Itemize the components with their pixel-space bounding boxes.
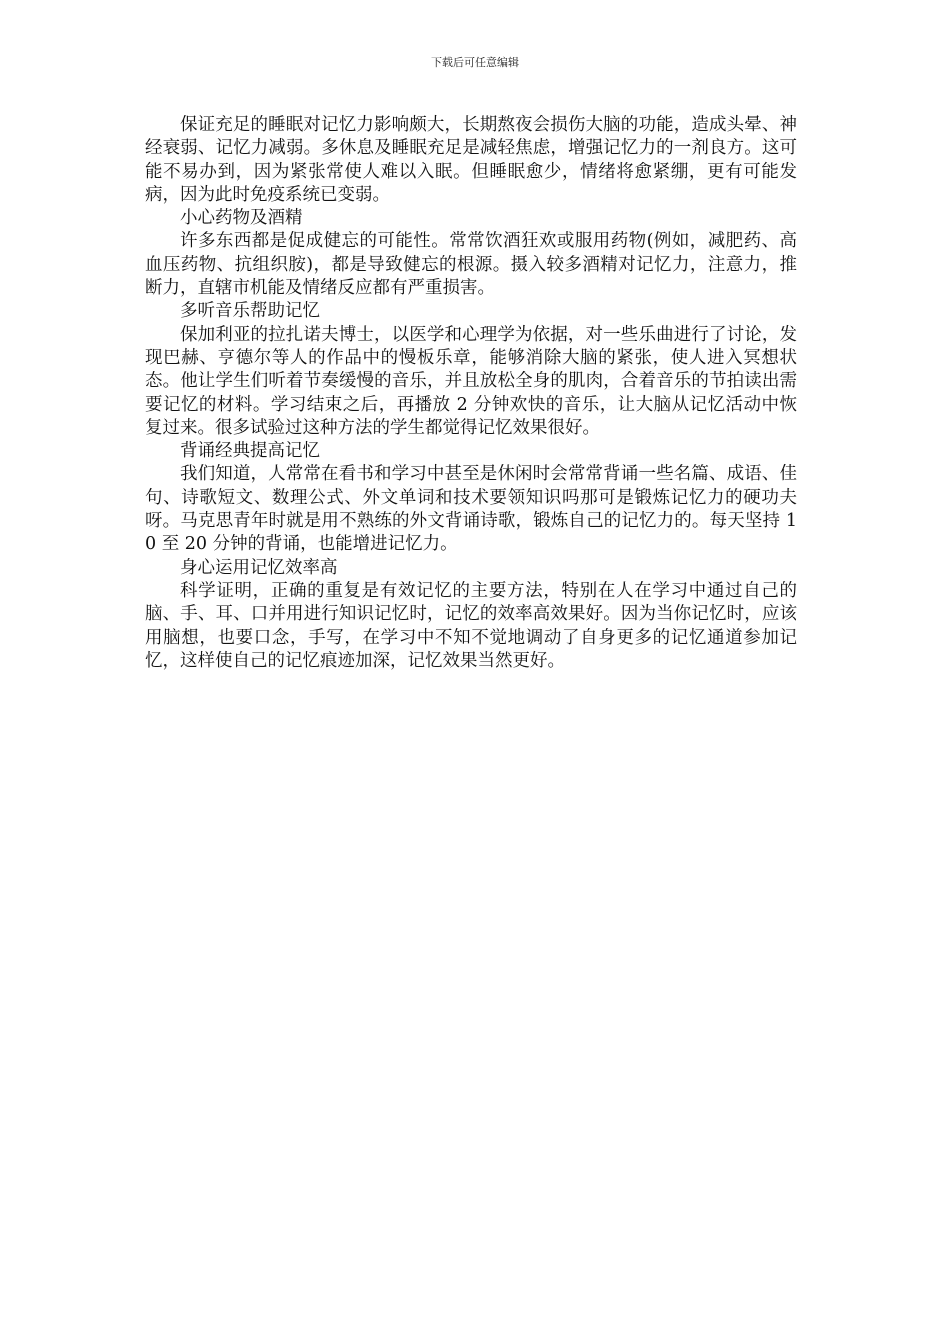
section-heading-body-mind: 身心运用记忆效率高 bbox=[180, 557, 338, 578]
section-heading-recitation: 背诵经典提高记忆 bbox=[180, 441, 320, 462]
paragraph-recitation: 我们知道，人常常在看书和学习中甚至是休闲时会常常背诵一些名篇、成语、佳句、诗歌短文、数理公式、外文单词和技术要领知识吗那可是锻炼记忆力的硬功夫呀。马克思青年时就是用不熟练的外文背诵诗歌，锻炼自己的记忆力的。每天坚持 10 至 20 分钟的背诵，也能增进记忆力。 bbox=[145, 464, 797, 555]
paragraph-medicine-alcohol: 许多东西都是促成健忘的可能性。常常饮酒狂欢或服用药物(例如，减肥药、高血压药物、抗组织胺)，都是导致健忘的根源。摄入较多酒精对记忆力，注意力，推断力，直辖市机能及情绪反应都有严重损害。 bbox=[145, 231, 797, 299]
paragraph-body-mind: 科学证明，正确的重复是有效记忆的主要方法，特别在人在学习中通过自己的脑、手、耳、口并用进行知识记忆时，记忆的效率高效果好。因为当你记忆时，应该用脑想，也要口念，手写，在学习中不知不觉地调动了自身更多的记忆通道参加记忆，这样使自己的记忆痕迹加深，记忆效果当然更好。 bbox=[145, 580, 797, 671]
page-header: 下载后可任意编辑 bbox=[431, 56, 519, 69]
document-body bbox=[145, 114, 797, 673]
section-heading-medicine-alcohol: 小心药物及酒精 bbox=[180, 208, 303, 229]
section-heading-music: 多听音乐帮助记忆 bbox=[180, 301, 320, 322]
paragraph-music: 保加利亚的拉扎诺夫博士，以医学和心理学为依据，对一些乐曲进行了讨论，发现巴赫、亨德尔等人的作品中的慢板乐章，能够消除大脑的紧张，使人进入冥想状态。他让学生们听着节奏缓慢的音乐，并且放松全身的肌肉，合着音乐的节拍读出需要记忆的材料。学习结束之后，再播放 2 分钟欢快的音乐，让大脑从记忆活动中恢复过来。很多试验过这种方法的学生都觉得记忆效果很好。 bbox=[145, 324, 797, 438]
paragraph-sleep: 保证充足的睡眠对记忆力影响颇大，长期熬夜会损伤大脑的功能，造成头晕、神经衰弱、记忆力减弱。多休息及睡眠充足是减轻焦虑，增强记忆力的一剂良方。这可能不易办到，因为紧张常使人难以入眠。但睡眠愈少，情绪将愈紧绷，更有可能发病，因为此时免疫系统已变弱。 bbox=[145, 115, 797, 205]
